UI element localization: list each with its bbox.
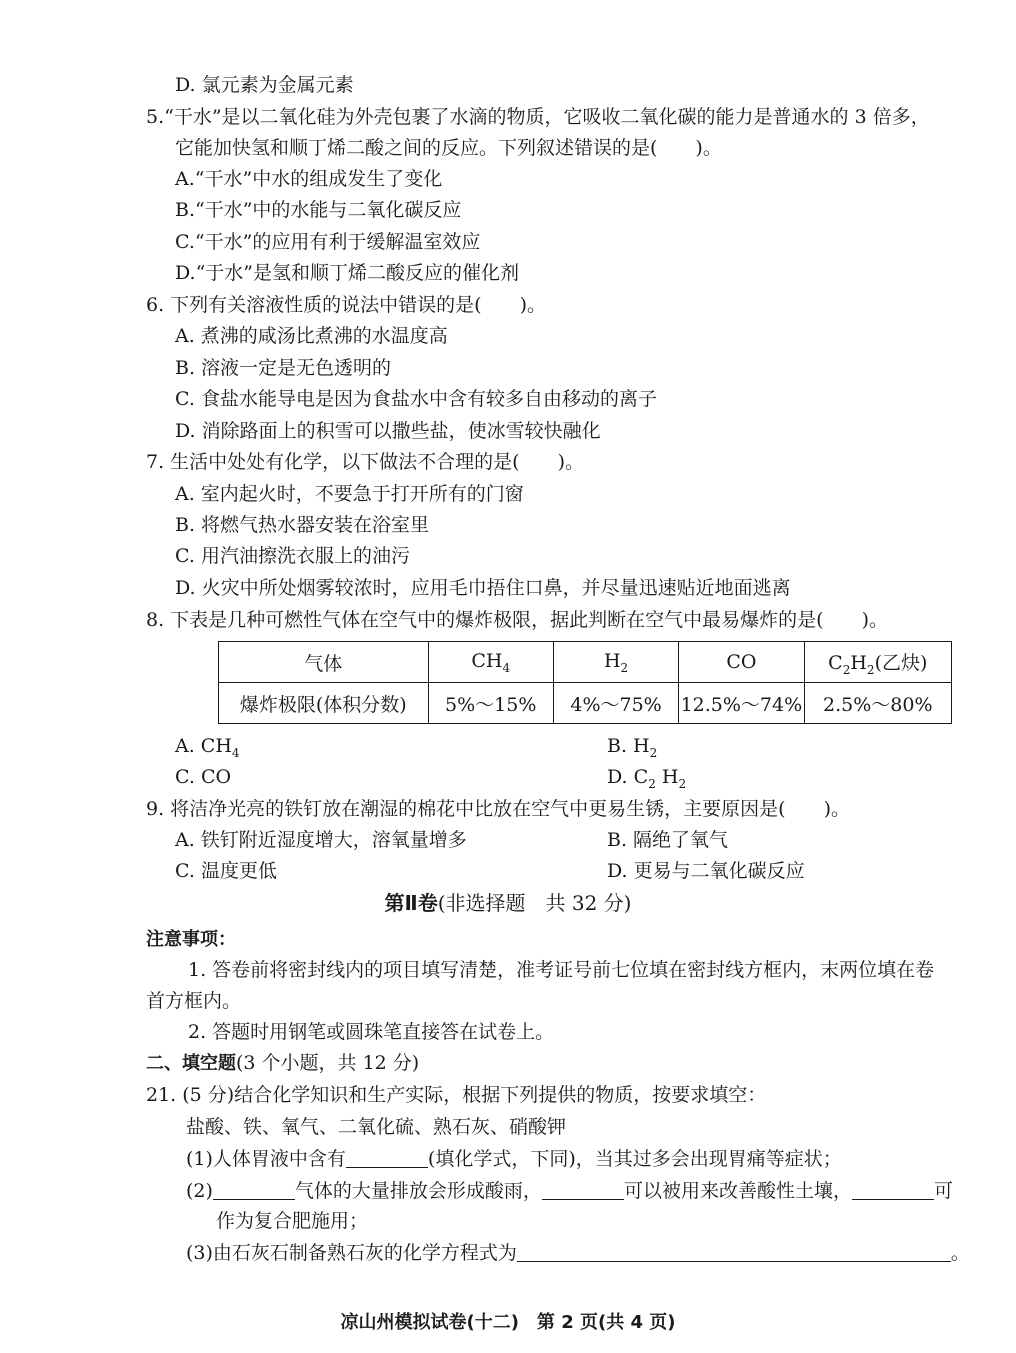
answer-blank-4[interactable] bbox=[852, 1179, 934, 1200]
q8-stem: 8. 下表是几种可燃性气体在空气中的爆炸极限，据此判断在空气中最易爆炸的是( )。 bbox=[146, 609, 888, 631]
answer-blank-equation[interactable] bbox=[517, 1241, 951, 1262]
q6-stem: 6. 下列有关溶液性质的说法中错误的是( )。 bbox=[146, 294, 546, 316]
q21-sub1: (1)人体胃液中含有 (填化学式，下同)，当其过多会出现胃痛等症状； bbox=[186, 1148, 842, 1170]
q8-option-a[interactable]: A. $CH_4$ bbox=[175, 735, 240, 760]
notice-1-line1: 1. 答卷前将密封线内的项目填写清楚，准考证号前七位填在密封线方框内，末两位填在卷 bbox=[188, 959, 935, 981]
q9-option-c[interactable]: C. 温度更低 bbox=[175, 860, 277, 882]
table-cell-limit: 5%～15% bbox=[428, 683, 553, 724]
q9-option-d[interactable]: D. 更易与二氧化碳反应 bbox=[607, 860, 805, 882]
q5-option-d[interactable]: D.“于水”是氢和顺丁烯二酸反应的催化剂 bbox=[175, 262, 520, 284]
page-footer: 凉山州模拟试卷(十二) 第 2 页(共 4 页) bbox=[340, 1312, 676, 1333]
part2-title: 第Ⅱ卷(非选择题 共 32 分) bbox=[384, 891, 632, 915]
q21-substances: 盐酸、铁、氧气、二氧化硫、熟石灰、硝酸钾 bbox=[186, 1116, 567, 1138]
table-cell-gas: CO bbox=[679, 642, 804, 683]
q5-option-c[interactable]: C.“干水”的应用有利于缓解温室效应 bbox=[175, 231, 481, 253]
explosion-limit-table bbox=[218, 641, 952, 724]
q5-option-a[interactable]: A.“干水”中水的组成发生了变化 bbox=[175, 168, 443, 190]
q6-option-d[interactable]: D. 消除路面上的积雪可以撒些盐，使冰雪较快融化 bbox=[175, 420, 601, 442]
table-cell-limit: 2.5%～80% bbox=[804, 683, 951, 724]
table-cell-limit: 4%～75% bbox=[553, 683, 678, 724]
q21-stem: 21. (5 分)结合化学知识和生产实际，根据下列提供的物质，按要求填空： bbox=[146, 1084, 767, 1106]
answer-blank-2[interactable] bbox=[213, 1179, 295, 1200]
q7-option-b[interactable]: B. 将燃气热水器安装在浴室里 bbox=[175, 514, 430, 536]
q6-option-c[interactable]: C. 食盐水能导电是因为食盐水中含有较多自由移动的离子 bbox=[175, 388, 657, 410]
notice-title: 注意事项： bbox=[146, 929, 236, 950]
table-row-label: 爆炸极限(体积分数) bbox=[219, 683, 429, 724]
answer-blank-3[interactable] bbox=[542, 1179, 624, 1200]
table-row bbox=[219, 642, 952, 683]
q5-stem-line1: 5.“干水”是以二氧化硅为外壳包裹了水滴的物质，它吸收二氧化碳的能力是普通水的 3 倍多， bbox=[146, 106, 930, 128]
q7-option-a[interactable]: A. 室内起火时，不要急于打开所有的门窗 bbox=[175, 483, 524, 505]
q21-sub2: (2) 气体的大量排放会形成酸雨， 可以被用来改善酸性土壤， 可 bbox=[186, 1180, 953, 1202]
q7-option-c[interactable]: C. 用汽油擦洗衣服上的油污 bbox=[175, 545, 410, 567]
q4-option-d: D. 氯元素为金属元素 bbox=[175, 74, 354, 96]
table-cell-gas: $CH_4$ bbox=[428, 642, 553, 683]
table-row bbox=[219, 683, 952, 724]
q6-option-a[interactable]: A. 煮沸的咸汤比煮沸的水温度高 bbox=[175, 325, 448, 347]
q5-option-b[interactable]: B.“干水”中的水能与二氧化碳反应 bbox=[175, 199, 462, 221]
notice-1-line2: 首方框内。 bbox=[146, 990, 242, 1012]
answer-blank-1[interactable] bbox=[346, 1147, 428, 1168]
table-cell-gas: $H_2$ bbox=[553, 642, 678, 683]
q5-stem-line2: 它能加快氢和顺丁烯二酸之间的反应。下列叙述错误的是( )。 bbox=[175, 137, 722, 159]
q6-option-b[interactable]: B. 溶液一定是无色透明的 bbox=[175, 357, 392, 379]
q21-sub3: (3)由石灰石制备熟石灰的化学方程式为 。 bbox=[186, 1242, 970, 1264]
section-fill-blank: 二、填空题(3 个小题，共 12 分) bbox=[146, 1052, 420, 1074]
q7-stem: 7. 生活中处处有化学，以下做法不合理的是( )。 bbox=[146, 451, 584, 473]
notice-2: 2. 答题时用钢笔或圆珠笔直接答在试卷上。 bbox=[188, 1021, 555, 1043]
q7-option-d[interactable]: D. 火灾中所处烟雾较浓时，应用毛巾捂住口鼻，并尽量迅速贴近地面逃离 bbox=[175, 577, 791, 599]
q8-option-d[interactable]: D. $C_2$ $H_2$ bbox=[607, 766, 687, 791]
q8-option-c[interactable]: C. CO bbox=[175, 766, 232, 788]
table-cell-gas: $C_2H_2$(乙炔) bbox=[804, 642, 951, 683]
table-header-gas: 气体 bbox=[219, 642, 429, 683]
q9-option-a[interactable]: A. 铁钉附近湿度增大，溶氧量增多 bbox=[175, 829, 467, 851]
table-cell-limit: 12.5%～74% bbox=[679, 683, 804, 724]
q8-option-b[interactable]: B. $H_2$ bbox=[607, 735, 658, 760]
q9-stem: 9. 将洁净光亮的铁钉放在潮湿的棉花中比放在空气中更易生锈，主要原因是( )。 bbox=[146, 798, 850, 820]
q9-option-b[interactable]: B. 隔绝了氧气 bbox=[607, 829, 729, 851]
q21-sub2-line2: 作为复合肥施用； bbox=[216, 1210, 369, 1232]
